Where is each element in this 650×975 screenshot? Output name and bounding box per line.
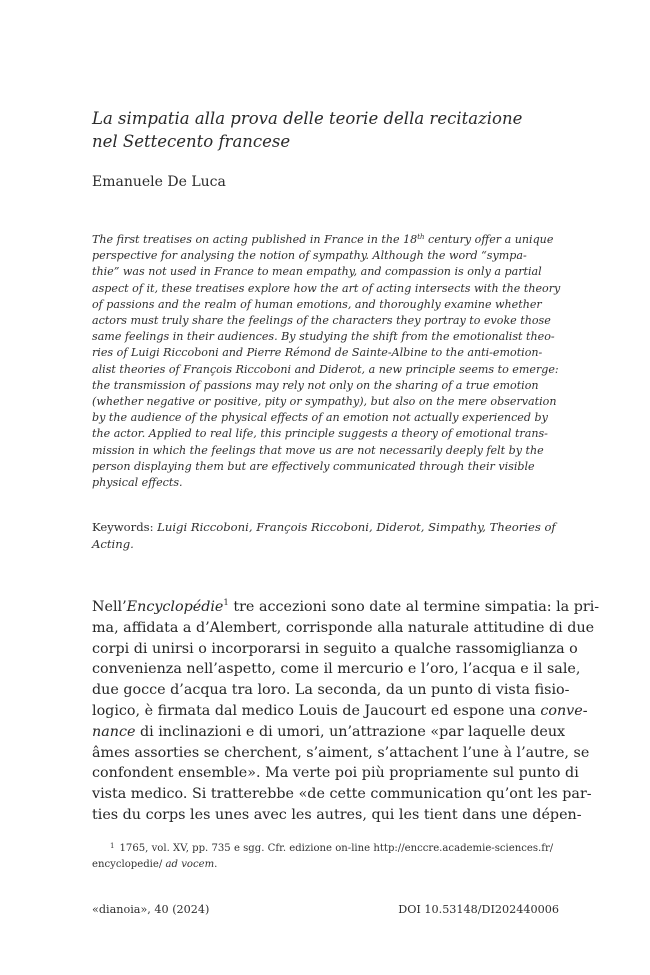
footnote [92,838,562,873]
superscript: th [417,233,425,241]
abstract-line: person displaying them but are effectively communicated through their visible [92,459,535,473]
abstract-line: perspective for analysing the notion of sympathy. Although the word “sympa- [92,249,527,263]
article-title [92,107,562,153]
keywords-list: Luigi Riccoboni, François Riccoboni, Diderot, Simpathy, Theories of [153,520,556,534]
abstract-line: actors must truly share the feelings of the characters they portray to evoke those [92,314,551,328]
footnote-line [92,838,562,857]
abstract-line: ries of Luigi Riccoboni and Pierre Rémond de Sainte-Albine to the anti-emotion- [92,346,543,360]
body-line: Nell’Encyclopédie$^1$ tre accezioni sono date al termine simpatia: la pri- [92,598,600,615]
body-line: logico, è firmata dal medico Louis de Jaucourt ed espone una conve- [92,702,588,719]
body-line: âmes assorties se cherchent, s’aiment, s’attachent l’une à l’autre, se [92,744,590,761]
abstract-line: mission in which the feelings that move us are not necessarily deeply felt by the [92,443,544,457]
abstract-line: physical effects. [92,476,183,490]
body-line: due gocce d’acqua tra loro. La seconda, da un punto di vista fisio- [92,682,570,699]
abstract-line: by the audience of the physical effects of an emotion not actually experienced by [92,411,548,425]
body-line: ties du corps les unes avec les autres, qui les tient dans une dépen- [92,806,582,823]
abstract [92,232,560,491]
body-paragraph [92,597,600,826]
body-line: vista medico. Si tratterebbe «de cette communication qu’ont les par- [92,786,592,803]
doi: DOI 10.53148/DI202440006 [398,903,559,916]
body-line: corpi di unirsi o incorporarsi in seguito a qualche rassomiglianza o [92,640,578,657]
abstract-line: alist theories of François Riccoboni and Diderot, a new principle seems to emerge: [92,362,559,376]
abstract-line: aspect of it, these treatises explore how the art of acting intersects with the theory [92,281,561,295]
abstract-line: the actor. Applied to real life, this principle suggests a theory of emotional trans- [92,427,548,441]
title-line-1: La simpatia alla prova delle teorie della recitazione [92,109,523,128]
body-line: convenienza nell’aspetto, come il mercurio e l’oro, l’acqua e il sale, [92,661,581,678]
body-line: ma, affidata a d’Alembert, corrisponde alla naturale attitudine di due [92,619,595,636]
abstract-line: the transmission of passions may rely not only on the sharing of a true emotion [92,378,539,392]
journal-citation: «dianoia», 40 (2024) [92,903,210,916]
abstract-line: (whether negative or positive, pity or sympathy), but also on the mere observation [92,395,557,409]
title-line-2: nel Settecento francese [92,132,291,151]
footnote-number: 1 [110,842,115,850]
footnote-ref[interactable]: 1 [223,598,229,608]
abstract-line: The first treatises on acting published in France in the 18th century offer a unique [92,233,554,246]
footnote-line: encyclopedie/ ad vocem. [92,859,218,870]
keywords-list-cont: Acting. [92,537,134,551]
author-name: Emanuele De Luca [92,174,226,190]
body-line: confondent ensemble». Ma verte poi più propriamente sul punto di [92,765,579,782]
body-line: nance di inclinazioni e di umori, un’attrazione «par laquelle deux [92,723,566,740]
abstract-line: of passions and the realm of human emotions, and thoroughly examine whether [92,297,542,311]
abstract-line: thie” was not used in France to mean empathy, and compassion is only a partial [92,265,542,279]
abstract-line: same feelings in their audiences. By studying the shift from the emotionalist theo- [92,330,555,344]
keywords [92,519,560,553]
footnote-text[interactable]: 1765, vol. XV, pp. 735 e sgg. Cfr. edizione on-line http://enccre.academie-sciences.fr/ [119,843,554,854]
keywords-label: Keywords: [92,520,154,534]
